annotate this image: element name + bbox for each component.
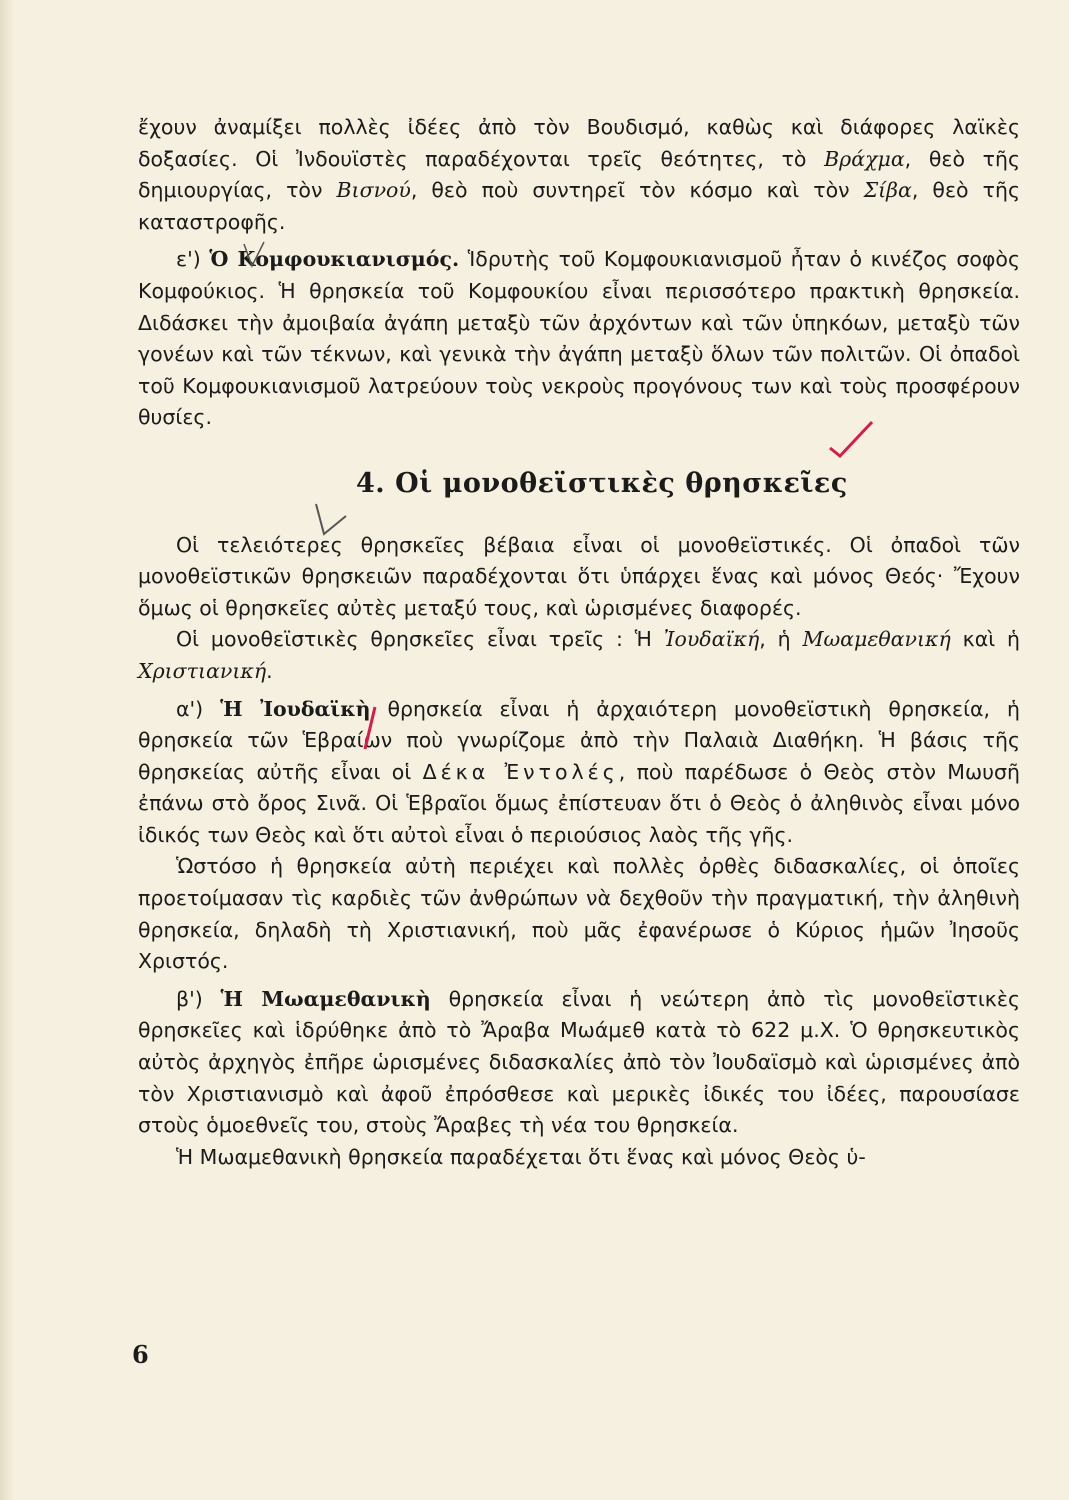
paragraph-islam: β') Ἡ Μωαμεθανικὴ θρησκεία εἶναι ἡ νεώτερη ἀπὸ τὶς μονοθεϊστικὲς θρησκεῖες καὶ ἱδρύθηκε ἀπὸ τὸ Ἄραβα Μωάμεθ κατὰ τὸ 622 μ.Χ. Ὁ θρησκευτικὸς αὐτὸς ἀρχηγὸς ἐπῆρε ὡρισμένες διδασκαλίες ἀπὸ τὸν Ἰουδαϊσμὸ καὶ ὡρισμένες ἀπὸ τὸν Χριστιανισμὸ καὶ ἀφοῦ ἐπρόσθεσε καὶ μερικὲς ἰδικές του ἰδέες, παρουσίασε στοὺς ὁμοεθνεῖς του, στοὺς Ἄραβες τὴ νέα του θρησκεία.: [138, 986, 1020, 1138]
paragraph-hinduism: ἔχουν ἀναμίξει πολλὲς ἰδέες ἀπὸ τὸν Βουδισμό, καθὼς καὶ διάφορες λαϊκὲς δοξασίες. Οἱ Ἰνδουϊστὲς παραδέχονται τρεῖς θεότητες, τὸ Βράχμα, θεὸ τῆς δημιουργίας, τὸν Βισνού, θεὸ ποὺ συντηρεῖ τὸν κόσμο καὶ τὸν Σίβα, θεὸ τῆς καταστροφῆς.: [138, 115, 1020, 234]
page-edge: [0, 0, 14, 1500]
paragraph-monotheistic-1: Οἱ τελειότερες θρησκεῖες βέβαια εἶναι οἱ μονοθεϊστικές. Οἱ ὀπαδοὶ τῶν μονοθεϊστικῶν θρησκειῶν παραδέχονται ὅτι ὑπάρχει ἕνας καὶ μόνος Θεός· Ἔχουν ὅμως οἱ θρησκεῖες αὐτὲς μεταξύ τους, καὶ ὡρισμένες διαφορές.: [138, 532, 1020, 620]
paragraph-monotheistic-2: Οἱ μονοθεϊστικὲς θρησκεῖες εἶναι τρεῖς : Ἡ Ἰουδαϊκή, ἡ Μωαμεθανική καὶ ἡ Χριστιανική.: [138, 627, 1021, 683]
item-label-b: β'): [176, 986, 203, 1011]
section-heading: 4. Οἱ μονοθεϊστικὲς θρησκεῖες: [356, 467, 848, 499]
paragraph-islam-2: Ἡ Μωαμεθανικὴ θρησκεία παραδέχεται ὅτι ἕνας καὶ μόνος Θεὸς ὑ-: [176, 1144, 866, 1169]
term-vishnu: Βισνού: [336, 178, 411, 203]
paragraph-judaism: α') Ἡ Ἰουδαϊκὴ θρησκεία εἶναι ἡ ἀρχαιότερη μονοθεϊστικὴ θρησκεία, ἡ θρησκεία τῶν Ἑβραίων ποὺ γνωρίζομε ἀπὸ τὴν Παλαιὰ Διαθήκη. Ἡ βάσις τῆς θρησκείας αὐτῆς εἶναι οἱ Δέκα Ἐντολές, ποὺ παρέδωσε ὁ Θεὸς στὸν Μωυσῆ ἐπάνω στὸ ὄρος Σινᾶ. Οἱ Ἑβραῖοι ὅμως ἐπίστευαν ὅτι ὁ Θεὸς ὁ ἀληθινὸς εἶναι μόνο ἰδικός των Θεὸς καὶ ὅτι αὐτοὶ εἶναι ὁ περιούσιος λαὸς τῆς γῆς.: [138, 696, 1020, 847]
ten-commandments: Δέκα Ἐντολές: [422, 759, 619, 784]
term-christianity: Χριστιανική: [138, 658, 267, 683]
confucianism-title: Ὁ Κομφουκιανισμός.: [209, 247, 460, 272]
term-brahma: Βράχμα: [824, 146, 905, 171]
item-label-e: ε'): [176, 247, 201, 272]
pen-check-mark-icon: [826, 418, 876, 458]
item-label-a: α'): [176, 696, 204, 721]
term-shiva: Σίβα: [863, 178, 912, 203]
paragraph-confucianism: ε') Ὁ Κομφουκιανισμός. Ἱδρυτὴς τοῦ Κομφουκιανισμοῦ ἦταν ὁ κινέζος σοφὸς Κομφούκιος. Ἡ θρησκεία τοῦ Κομφουκίου εἶναι περισσότερο πρακτικὴ θρησκεία. Διδάσκει τὴν ἀμοιβαία ἀγάπη μεταξὺ τῶν ἀρχόντων καὶ τῶν ὑπηκόων, μεταξὺ τῶν γονέων καὶ τῶν τέκνων, καὶ γενικὰ τὴν ἀγάπη μεταξὺ ὅλων τῶν πολιτῶν. Οἱ ὀπαδοὶ τοῦ Κομφουκιανισμοῦ λατρεύουν τοὺς νεκροὺς προγόνους των καὶ τοὺς προσφέρουν θυσίες.: [138, 247, 1020, 430]
term-judaism: Ἰουδαϊκή: [663, 627, 760, 652]
term-islam: Μωαμεθανική: [802, 627, 951, 652]
islam-title: Ἡ Μωαμεθανικὴ: [220, 986, 431, 1011]
paragraph-judaism-2: Ὡστόσο ἡ θρησκεία αὐτὴ περιέχει καὶ πολλὲς ὀρθὲς διδασκαλίες, οἱ ὁποῖες προετοίμασαν τὶς καρδιὲς τῶν ἀνθρώπων νὰ δεχθοῦν τὴν πραγματική, τὴν ἀληθινὴ θρησκεία, δηλαδὴ τὴ Χριστιανική, ποὺ μᾶς ἐφανέρωσε ὁ Κύριος ἡμῶν Ἰησοῦς Χριστός.: [138, 854, 1020, 974]
judaism-title: Ἡ Ἰουδαϊκὴ: [220, 696, 371, 721]
pen-check-mark-icon: [310, 498, 350, 542]
page-number: 6: [132, 1340, 149, 1369]
pen-slash-mark-icon: [360, 705, 380, 751]
pen-tick-mark-icon: [242, 240, 266, 270]
body-text: [138, 112, 1020, 1173]
